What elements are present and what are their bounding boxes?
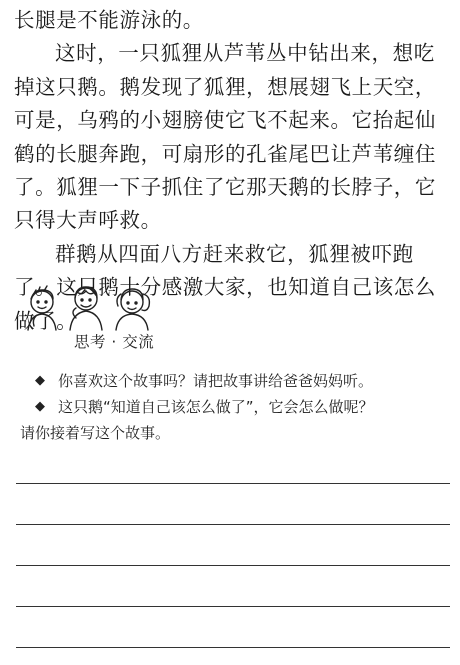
writing-line [16,606,450,607]
section-title: 思考 · 交流 [74,333,155,351]
writing-line [16,647,450,648]
question-1-text: 你喜欢这个故事吗？请把故事讲给爸爸妈妈听。 [58,372,374,390]
question-1 [20,368,450,394]
question-2-text-line-2: 请你接着写这个故事。 [20,424,171,442]
story-paragraph-1: 这时，一只狐狸从芦苇丛中钻出来，想吃掉这只鹅。鹅发现了狐狸，想展翅飞上天空，可是，乌鸦的小翅膀使它飞不起来。它抬起仙鹤的长腿奔跑，可扇形的孔雀尾巴让芦苇缠住了。狐狸一下子抓住了它那天鹅的长脖子，它只得大声呼救。 [14,41,436,233]
question-2 [20,394,450,420]
story-line-0: 长腿是不能游泳的。 [14,8,204,32]
question-2-continued [20,420,450,446]
three-children-icon [20,282,155,332]
writing-line [16,483,450,484]
story-paragraph-2: 群鹅从四面八方赶来救它，狐狸被吓跑了。这只鹅十分感激大家，也知道自己该怎么做了。 [14,241,436,333]
diamond-bullet-icon: ◆ [35,373,45,388]
diamond-bullet-icon: ◆ [35,399,45,414]
writing-line [16,524,450,525]
writing-line [16,565,450,566]
question-2-text-line-1: 这只鹅“知道自己该怎么做了”，它会怎么做呢？ [58,398,374,416]
discussion-questions [20,368,450,446]
